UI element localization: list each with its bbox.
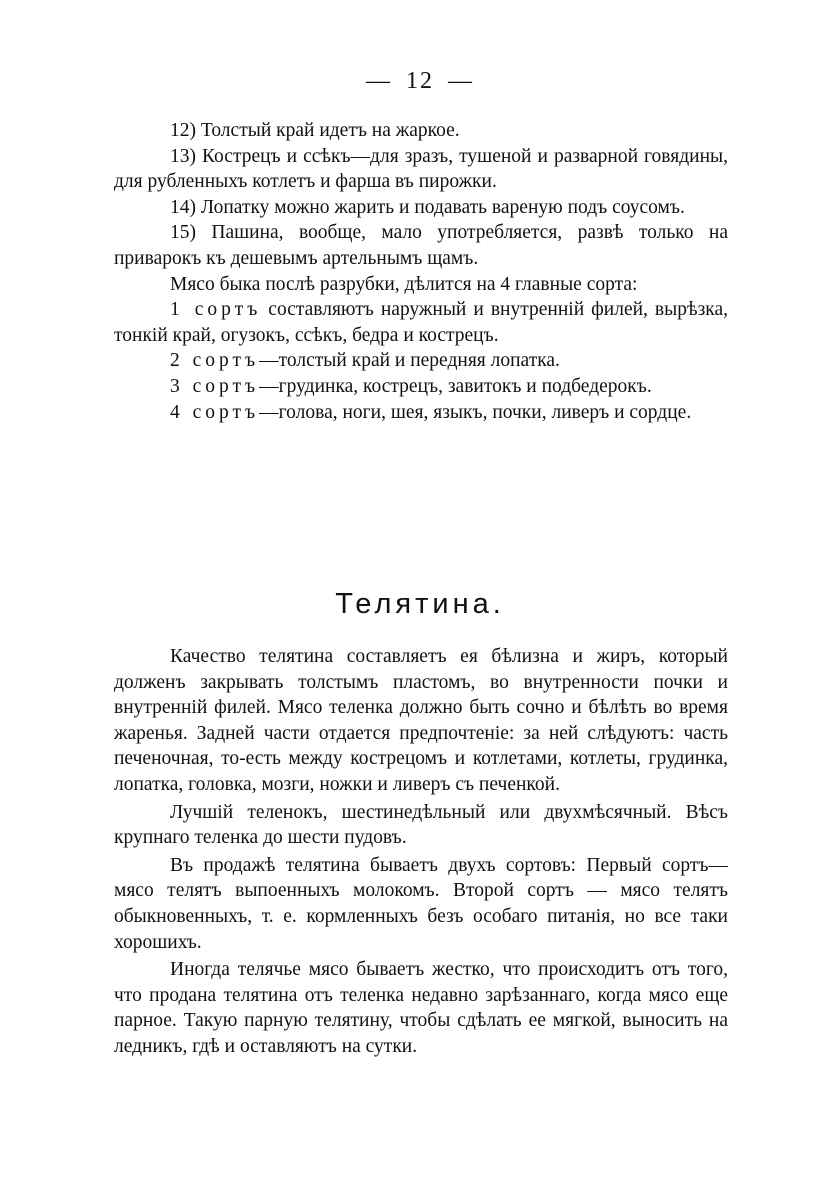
section-heading: Телятина. [335, 588, 505, 620]
paragraph: 15) Пашина, вообще, мало употребляется, развѣ только на приварокъ къ дешевымъ артельнымъ щамъ. [114, 222, 728, 269]
paragraph: 13) Кострецъ и ссѣкъ—для зразъ, тушеной и разварной говядины, для рубленныхъ котлетъ и фарша въ пирожки. [114, 145, 728, 193]
paragraph: 12) Толстый край идетъ на жаркое. [170, 120, 460, 141]
sort-paragraph [114, 348, 728, 374]
page-number: — 12 — [366, 68, 474, 94]
sort-text: —грудинка, кострецъ, завитокъ и подбедерокъ. [259, 375, 652, 397]
sort-text: —голова, ноги, шея, языкъ, почки, ливеръ и сордце. [259, 401, 692, 423]
section-beef-cuts [114, 118, 728, 425]
sort-paragraph [114, 400, 728, 426]
sort-label: 3 сортъ [170, 375, 260, 397]
sort-text: составляютъ наружный и внутреннiй филей, вырѣзка, тонкiй край, огузокъ, ссѣкъ, бедра и кострецъ. [114, 299, 728, 346]
sort-paragraph [114, 374, 728, 400]
paragraph: Лучшiй теленокъ, шестинедѣльный или двухмѣсячный. Вѣсъ крупнаго теленка до шести пудовъ. [114, 801, 728, 849]
paragraph: 14) Лопатку можно жарить и подавать вареную подъ соусомъ. [170, 196, 685, 218]
paragraph: Иногда телячье мясо бываетъ жестко, что происходитъ отъ того, что продана телятина отъ теленка недавно зарѣзаннаго, когда мясо еще парное. Такую парную телятину, чтобы сдѣлать ее мягкой, выносить на ледникъ, гдѣ и оставляютъ на сутки. [114, 959, 728, 1057]
sort-text: —толстый край и передняя лопатка. [259, 350, 560, 372]
paragraph: Мясо быка послѣ разрубки, дѣлится на 4 главные сорта: [170, 273, 638, 295]
section-veal [114, 644, 728, 1062]
sort-label: 4 сортъ [170, 401, 260, 423]
sort-label: 1 сортъ [170, 299, 262, 321]
sort-label: 2 сортъ [170, 350, 260, 372]
sort-paragraph [114, 297, 728, 348]
paragraph: Въ продажѣ телятина бываетъ двухъ сортовъ: Первый сортъ—мясо телятъ выпоенныхъ молокомъ. Второй сортъ — мясо телятъ обыкновенныхъ, т. е. кормленныхъ безъ особаго питанiя, но все таки хорошихъ. [114, 854, 728, 953]
paragraph: Качество телятина составляетъ ея бѣлизна и жиръ, который долженъ закрывать толстымъ пластомъ, во внутренности почки и внутреннiй филей. Мясо теленка должно быть сочно и бѣлѣть во время жаренья. Задней части отдается предпочтенiе: за ней слѣдуютъ: часть печеночная, то-есть между кострецомъ и котлетами, котлеты, грудинка, лопатка, головка, мозги, ножки и ливеръ съ печенкой. [114, 646, 728, 795]
